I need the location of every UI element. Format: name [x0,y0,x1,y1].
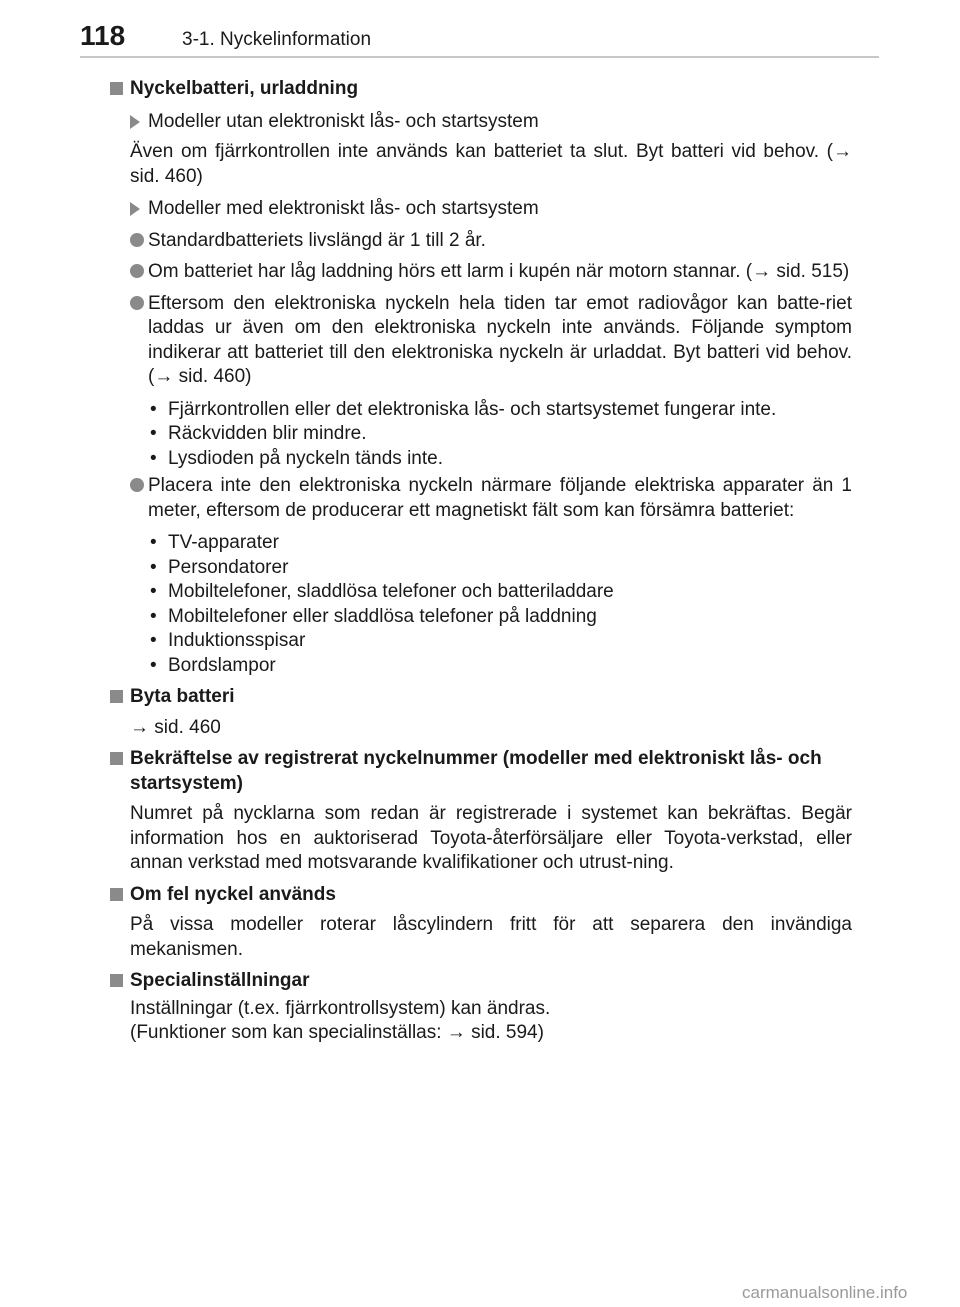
paragraph-customization [110,997,852,1046]
square-bullet-icon [110,888,123,901]
paragraph-wrong-key: På vissa modeller roterar låscylindern fritt för att separera den invändiga mekanismen. [130,914,852,960]
square-bullet-icon [110,752,123,765]
device-list [110,531,852,678]
heading-confirm-key-number: Bekräftelse av registrerat nyckelnummer (modeller med elektroniskt lås- och startsystem) [110,747,852,796]
subheading-without-smart-key: Modeller utan elektroniskt lås- och startsystem [110,110,852,135]
circle-bullet-icon [130,478,144,492]
heading-replace-battery: Byta batteri [110,685,852,710]
list-item: • Persondatorer [148,556,852,581]
bullet-battery-life: Standardbatteriets livslängd är 1 till 2 år. [110,229,852,254]
list-item: • Bordslampor [148,654,852,679]
list-item: • Mobiltelefoner eller sladdlösa telefoner på laddning [148,605,852,630]
list-item: • Mobiltelefoner, sladdlösa telefoner och batteriladdare [148,580,852,605]
bullet-low-battery-alarm: Om batteriet har låg laddning hörs ett larm i kupén när motorn stannar. (→ sid. 515) [110,260,852,285]
triangle-bullet-icon [130,115,140,129]
square-bullet-icon [110,690,123,703]
page-number: 118 [80,20,126,51]
circle-bullet-icon [130,233,144,247]
page-content [110,70,852,1046]
list-item: • Lysdioden på nyckeln tänds inte. [148,447,852,472]
paragraph-battery-remote: Även om fjärrkontrollen inte används kan batteriet ta slut. Byt batteri vid behov. (→ sid. 460) [130,141,852,187]
page-header [0,0,960,64]
customization-line: Inställningar (t.ex. fjärrkontrollsystem) kan ändras. [130,997,551,1019]
customization-line: (Funktioner som kan specialinställas: → sid. 594) [130,1022,544,1043]
watermark: carmanualsonline.info [742,1283,908,1302]
list-item: • Induktionsspisar [148,629,852,654]
section-title: 3-1. Nyckelinformation [182,29,372,50]
bullet-radio-waves: Eftersom den elektroniska nyckeln hela tiden tar emot radiovågor kan batte-riet laddas ur även om den elektroniska nyckeln inte används. Följande symptom indikerar att batteriet till den elektroniska nyckeln är urladdat. Byt batteri vid behov. (→ sid. 460) [110,292,852,390]
heading-wrong-key: Om fel nyckel används [110,883,852,908]
circle-bullet-icon [130,296,144,310]
page-reference: → sid. 460 [130,716,221,738]
bullet-keep-away: Placera inte den elektroniska nyckeln närmare följande elektriska apparater än 1 meter, eftersom de producerar ett magnetiskt fält som kan försämra batteriet: [110,474,852,523]
triangle-bullet-icon [130,202,140,216]
heading-customization: Specialinställningar [110,969,852,994]
symptom-list [110,398,852,472]
square-bullet-icon [110,82,123,95]
square-bullet-icon [110,974,123,987]
heading-battery: Nyckelbatteri, urladdning [110,77,852,102]
list-item: • TV-apparater [148,531,852,556]
circle-bullet-icon [130,264,144,278]
subheading-with-smart-key: Modeller med elektroniskt lås- och startsystem [110,197,852,222]
list-item: • Fjärrkontrollen eller det elektroniska lås- och startsystemet fungerar inte. [148,398,852,423]
header-divider [80,56,879,58]
list-item: • Räckvidden blir mindre. [148,422,852,447]
paragraph-confirm-key-number: Numret på nycklarna som redan är registrerade i systemet kan bekräftas. Begär information hos en auktoriserad Toyota-återförsäljare eller Toyota-verkstad, eller annan verkstad med motsvarande kvalifikationer och utrust-ning. [130,803,852,873]
